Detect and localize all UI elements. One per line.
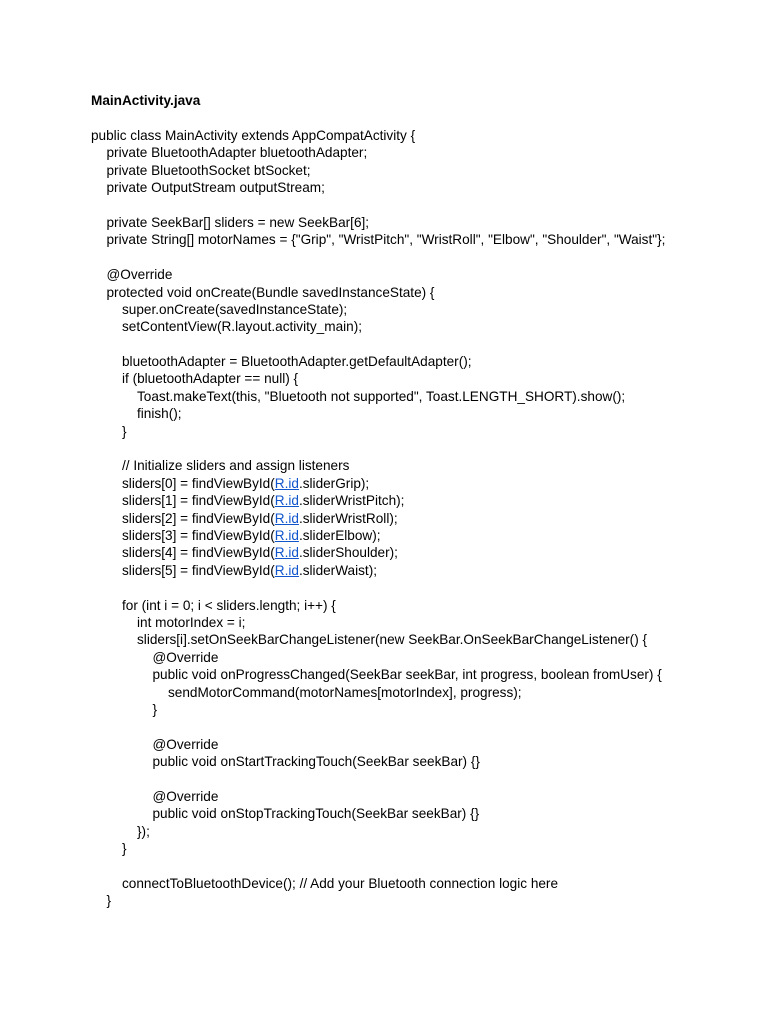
blank-line	[91, 718, 665, 735]
code-line-with-link	[91, 492, 665, 509]
code-line: Toast.makeText(this, "Bluetooth not supported", Toast.LENGTH_SHORT).show();	[137, 388, 626, 404]
code-line-with-link	[91, 475, 665, 492]
r-id-link[interactable]: R.id	[274, 527, 299, 543]
code-line: finish();	[137, 406, 182, 422]
code-text: sliders[5] = findViewById(	[122, 562, 275, 578]
code-line: bluetoothAdapter = BluetoothAdapter.getDefaultAdapter();	[122, 354, 472, 370]
code-line: public void onStopTrackingTouch(SeekBar seekBar) {}	[152, 806, 480, 822]
code-line: @Override	[152, 736, 219, 752]
code-text: .sliderElbow);	[298, 527, 381, 543]
code-text: sliders[0] = findViewById(	[122, 475, 275, 491]
code-line-with-link	[91, 544, 665, 561]
code-line-with-link	[91, 510, 665, 527]
blank-line	[91, 197, 665, 214]
code-line: protected void onCreate(Bundle savedInstanceState) {	[106, 284, 435, 300]
code-text: sliders[2] = findViewById(	[122, 510, 275, 526]
document-title: MainActivity.java	[91, 93, 201, 108]
code-line: for (int i = 0; i < sliders.length; i++) {	[122, 597, 336, 613]
code-block	[91, 127, 665, 910]
code-line: @Override	[152, 649, 219, 665]
r-id-link[interactable]: R.id	[274, 545, 299, 561]
code-text: .sliderWaist);	[298, 562, 377, 578]
code-line: }	[152, 701, 158, 717]
code-line: private OutputStream outputStream;	[106, 180, 325, 196]
code-text: sliders[1] = findViewById(	[122, 493, 275, 509]
code-line: sendMotorCommand(motorNames[motorIndex], progress);	[168, 684, 522, 700]
code-line-with-link	[91, 562, 665, 579]
code-line: private BluetoothSocket btSocket;	[106, 162, 311, 178]
code-line: @Override	[152, 788, 219, 804]
code-line: public void onProgressChanged(SeekBar seekBar, int progress, boolean fromUser) {	[152, 667, 662, 683]
code-line: connectToBluetoothDevice(); // Add your Bluetooth connection logic here	[122, 875, 559, 891]
code-text: sliders[3] = findViewById(	[122, 527, 275, 543]
code-line: }	[122, 423, 127, 439]
blank-line	[91, 336, 665, 353]
code-text: sliders[4] = findViewById(	[122, 545, 275, 561]
code-line: setContentView(R.layout.activity_main);	[122, 319, 363, 335]
code-text: .sliderGrip);	[298, 475, 370, 491]
blank-line	[91, 857, 665, 874]
code-line: private SeekBar[] sliders = new SeekBar[6];	[106, 214, 370, 230]
code-line: });	[137, 823, 150, 839]
blank-line	[91, 770, 665, 787]
code-text: .sliderWristPitch);	[298, 493, 405, 509]
r-id-link[interactable]: R.id	[274, 510, 299, 526]
code-text: .sliderShoulder);	[298, 545, 398, 561]
code-line: @Override	[106, 267, 173, 283]
code-line: private BluetoothAdapter bluetoothAdapter;	[106, 145, 368, 161]
code-line: sliders[i].setOnSeekBarChangeListener(new SeekBar.OnSeekBarChangeListener() {	[137, 632, 648, 648]
code-line: public void onStartTrackingTouch(SeekBar seekBar) {}	[152, 754, 480, 770]
blank-line	[91, 249, 665, 266]
blank-line	[91, 440, 665, 457]
r-id-link[interactable]: R.id	[274, 493, 299, 509]
code-text: .sliderWristRoll);	[298, 510, 398, 526]
code-line-with-link	[91, 527, 665, 544]
r-id-link[interactable]: R.id	[274, 475, 299, 491]
r-id-link[interactable]: R.id	[274, 562, 299, 578]
code-line: int motorIndex = i;	[137, 614, 246, 630]
code-line: }	[122, 841, 127, 857]
code-line: public class MainActivity extends AppCompatActivity {	[91, 128, 416, 143]
code-line: if (bluetoothAdapter == null) {	[122, 371, 299, 387]
code-line: private String[] motorNames = {"Grip", "WristPitch", "WristRoll", "Elbow", "Shoulder", "Waist"};	[106, 232, 666, 248]
code-line: }	[106, 893, 112, 909]
blank-line	[91, 579, 665, 596]
code-line: // Initialize sliders and assign listeners	[122, 458, 350, 474]
code-line: super.onCreate(savedInstanceState);	[122, 301, 348, 317]
